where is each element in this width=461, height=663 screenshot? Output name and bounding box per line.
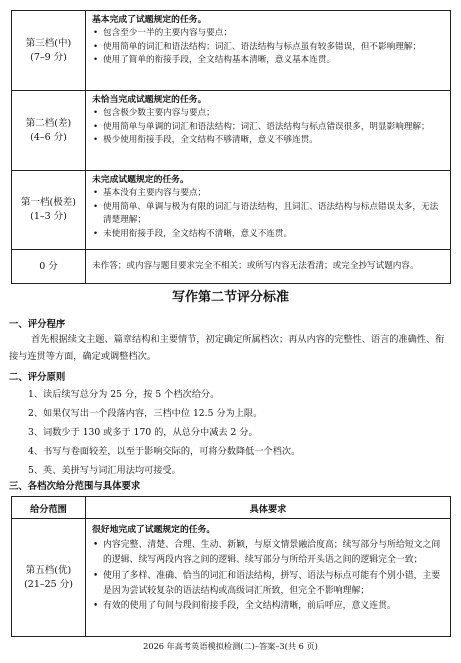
level-cell [12,171,86,250]
principle-item: 5、英、美拼写与词汇用法均可接受。 [28,465,181,476]
level-label: 第一档(极差) [21,197,76,208]
bullet-item: • 有效的使用了句间与段间衔接手段，全文结构清晰，前后呼应，意义连贯。 [92,599,446,614]
level-range: (7–9 分) [30,51,67,63]
bullet-item: • 使用了多样、准确、恰当的词汇和语法结构，拼写、语法与标点可能有个别小错，主要是因为尝试较复杂的语法结构或高级词汇所致，但完全不影响理解； [92,569,446,599]
level-range: (21–25 分) [24,578,73,590]
bullet-item: • 使用简单、单调与极为有限的词汇与语法结构，且词汇、语法结构与标点错误太多，无法清楚理解； [92,201,446,228]
bullet-item: • 使用了简单的衔接手段，全文结构基本清晰，意义基本连贯。 [92,54,446,67]
table-row-level0 [12,250,451,284]
level-cell [12,519,86,637]
level-cell [12,91,86,171]
bullet-item: • 基本没有主要内容与要点； [92,187,446,200]
principle-item: 2、如果仅写出一个段落内容，三档中位 12.5 分为上限。 [28,408,263,419]
description-title: 未完成试题规定的任务。 [92,175,189,185]
level-label: 0 分 [39,260,58,272]
description-title: 很好地完成了试题规定的任务。 [92,525,216,535]
table-row-level2 [12,91,451,171]
level-range: (1–3 分) [30,211,67,222]
level-range: (4–6 分) [30,131,67,143]
bullet-item: • 未使用衔接手段，全文结构不清晰，意义不连贯。 [92,228,446,241]
description-cell [86,519,451,637]
table-row-level5 [12,519,451,637]
table-row-level1 [12,171,451,250]
bullet-item: • 使用简单的词汇和语法结构；词汇、语法结构与标点虽有较多错误，但不影响理解； [92,41,446,54]
table-row-level3 [12,11,451,91]
level-label: 第二档(差) [25,117,72,129]
principle-item: 1、读后续写总分为 25 分，按 5 个档次给分。 [28,389,220,400]
description-text: 未作答；或内容与题目要求完全不相关；或所写内容无法看清；或完全抄写试题内容。 [92,260,419,271]
bullet-item: • 包含极少数主要内容与要点； [92,107,446,120]
principle-item: 4、书写与卷面较差，以至于影响交际的，可将分数降低一个档次。 [28,446,301,457]
principle-item: 3、词数少于 130 或多于 170 的，从总分中减去 2 分。 [28,427,258,438]
bullet-item: • 使用简单与单调的词汇和语法结构；词汇、语法结构与标点错误很多，明显影响理解； [92,121,446,134]
level-cell [12,250,86,284]
level-label: 第三档(中) [25,37,72,49]
heading-procedure: 一、评分程序 [9,319,66,330]
section-title: 写作第二节评分标准 [171,290,289,305]
description-cell [86,91,451,171]
description-cell [86,250,451,284]
description-title: 基本完成了试题规定的任务。 [92,15,207,25]
bullet-item: • 极少使用衔接手段，全文结构不够清晰，意义不够连贯。 [92,134,446,147]
scoring-table-part2 [11,496,451,637]
heading-principles: 二、评分原则 [9,372,66,383]
level-cell [12,11,86,91]
description-cell [86,171,451,250]
bullet-item: • 内容完整、清楚、合理、生动、新颖，与原文情景融洽度高；续写部分与所给短文之间的逻辑、续写两段内容之间的逻辑、续写部分与所给开头语之间的逻辑完全一致； [92,538,446,568]
bullet-item: • 包含至少一半的主要内容与要点； [92,27,446,40]
header-score-range: 给分范围 [12,497,86,519]
procedure-text: 首先根据续文主题、篇章结构和主要情节，初定确定所属档次；再从内容的完整性、语言的准确性、衔接与连贯等方面，确定或调整档次。 [9,334,445,362]
header-requirements: 具体要求 [86,497,451,519]
page-footer: 2026 年高考英语模拟检测(二)–答案–3(共 6 页) [143,641,318,651]
heading-requirements: 三、各档次给分范围与具体要求 [9,481,141,492]
level-label: 第五档(优) [25,564,72,576]
table-header-row [12,497,451,519]
description-cell [86,11,451,91]
description-title: 未恰当完成试题规定的任务。 [92,95,207,105]
scoring-table-part1 [11,10,451,284]
